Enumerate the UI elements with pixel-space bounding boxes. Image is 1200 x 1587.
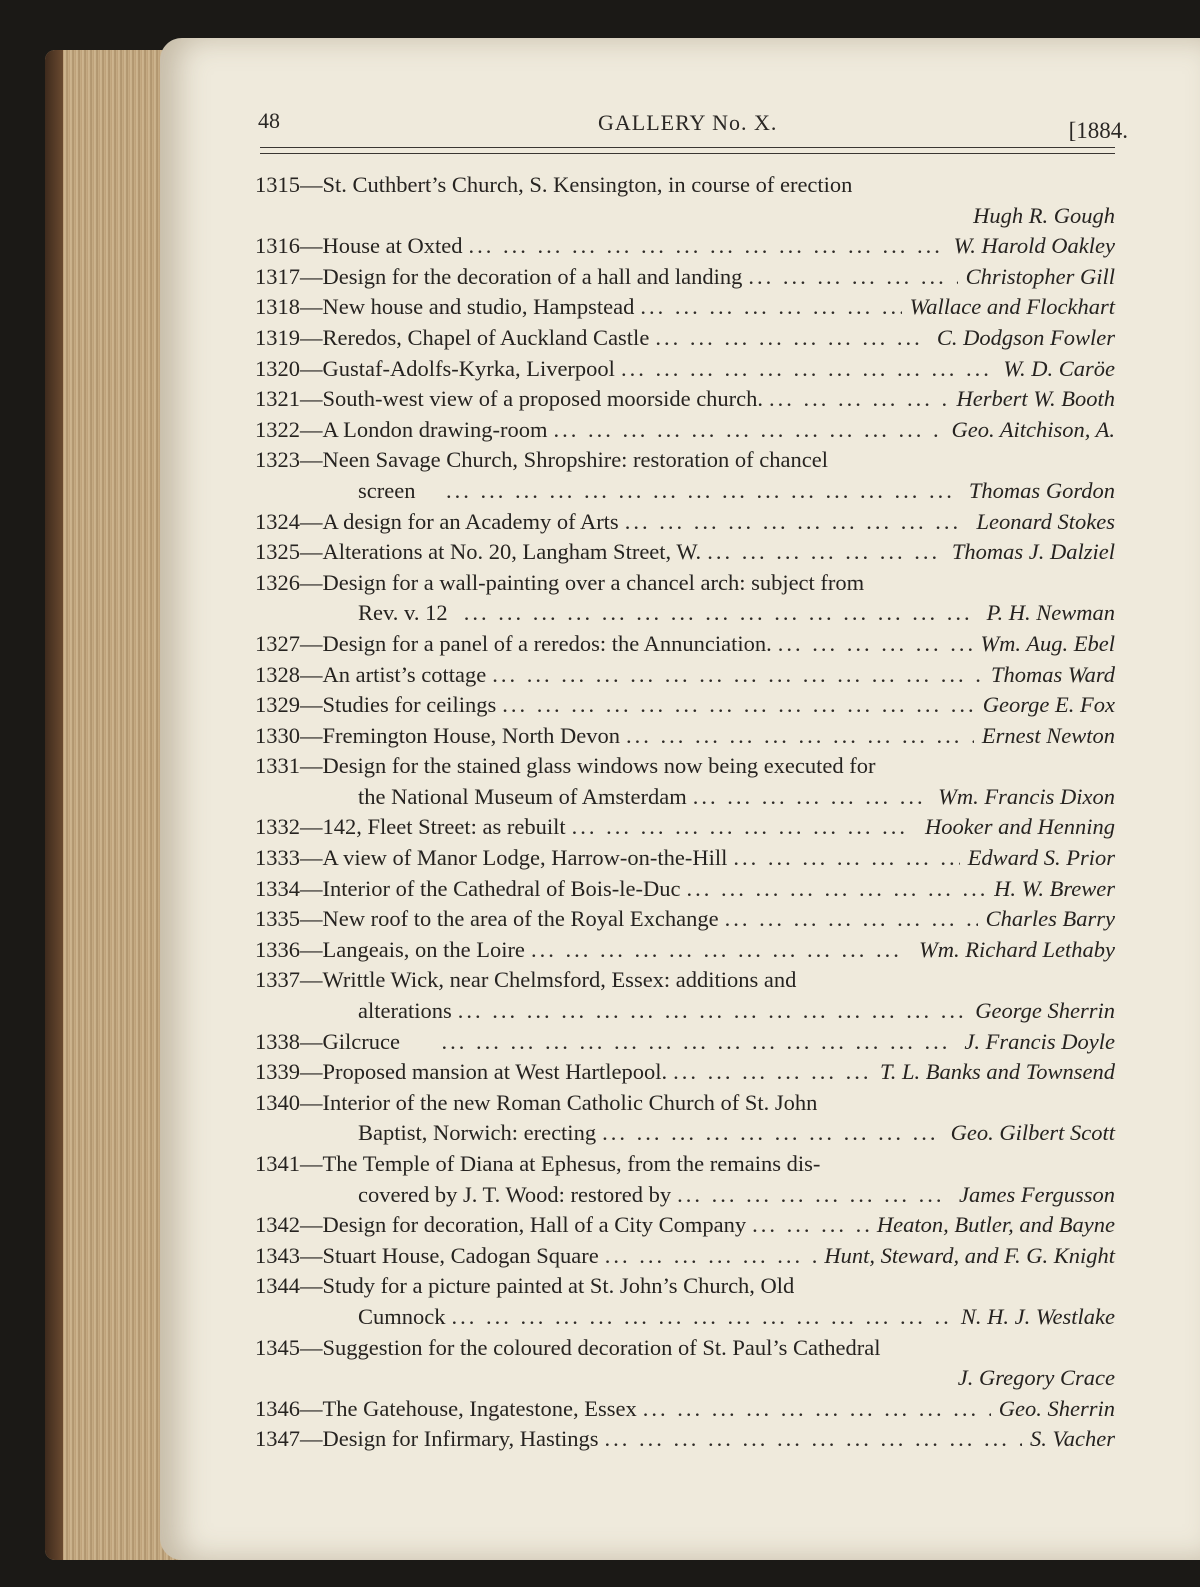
entry-line — [255, 292, 1115, 323]
leader-dots — [462, 231, 945, 262]
gallery-title: GALLERY No. X. — [598, 110, 778, 135]
catalogue-entry — [255, 1149, 1115, 1210]
entry-artist: Thomas Ward — [991, 661, 1115, 687]
catalogue-entry — [255, 751, 1115, 812]
leader-dots — [448, 598, 979, 629]
page-number: 48 — [258, 108, 280, 133]
entry-title: 1315—St. Cuthbert’s Church, S. Kensington, in course of erection — [255, 172, 853, 197]
leader-dots — [598, 1424, 1022, 1455]
leader-dots — [701, 537, 944, 568]
entry-artist: N. H. J. Westlake — [960, 1303, 1115, 1329]
entry-line — [255, 965, 1115, 996]
entry-artist: J. Gregory Crace — [957, 1365, 1115, 1391]
catalogue-entry — [255, 721, 1115, 752]
entry-line — [255, 690, 1115, 721]
entry-title: 1340—Interior of the new Roman Catholic Church of St. John — [255, 1089, 818, 1115]
entry-artist: Geo. Aitchison, A. — [951, 416, 1115, 442]
catalogue-entry — [255, 935, 1115, 966]
entry-artist: Edward S. Prior — [967, 845, 1115, 871]
entry-title-continued: covered by J. T. Wood: restored by — [358, 1181, 672, 1207]
catalogue-entry — [255, 629, 1115, 660]
leader-dots — [486, 660, 983, 691]
leader-dots — [566, 812, 917, 843]
entry-title: 1327—Design for a panel of a reredos: the Annunciation. — [255, 630, 772, 656]
entry-line — [255, 1271, 1115, 1302]
catalogue-entry — [255, 170, 1115, 231]
entry-line — [255, 384, 1115, 415]
header-rule — [260, 147, 1115, 148]
leader-dots — [746, 1210, 869, 1241]
entry-line — [255, 1057, 1115, 1088]
leader-dots — [727, 843, 959, 874]
catalogue-entry — [255, 1241, 1115, 1272]
entry-title: 1344—Study for a picture painted at St. John’s Church, Old — [255, 1273, 795, 1299]
entry-artist: George E. Fox — [982, 692, 1115, 718]
entry-artist: Thomas J. Dalziel — [951, 539, 1115, 565]
entry-artist: Christopher Gill — [965, 263, 1115, 289]
entry-title: 1324—A design for an Academy of Arts — [255, 508, 619, 534]
entry-artist: Ernest Newton — [981, 722, 1115, 748]
entry-title: 1328—An artist’s cottage — [255, 661, 487, 687]
catalogue-entry — [255, 568, 1115, 629]
entry-title: 1325—Alterations at No. 20, Langham Street, W. — [255, 539, 702, 565]
catalogue-entry — [255, 445, 1115, 506]
catalogue-entry — [255, 812, 1115, 843]
entry-title-continued: Cumnock — [358, 1303, 446, 1329]
entry-title-continued: alterations — [358, 998, 452, 1024]
catalogue-entry — [255, 323, 1115, 354]
catalogue-entry — [255, 354, 1115, 385]
catalogue-entry — [255, 415, 1115, 446]
entry-line — [255, 721, 1115, 752]
entry-artist: Leonard Stokes — [976, 508, 1115, 534]
leader-dots — [415, 476, 960, 507]
entry-line — [255, 568, 1115, 599]
entry-artist: P. H. Newman — [986, 600, 1115, 626]
catalogue-entry — [255, 690, 1115, 721]
entry-line — [255, 629, 1115, 660]
catalogue-entry — [255, 1271, 1115, 1332]
entry-title: 1323—Neen Savage Church, Shropshire: restoration of chancel — [255, 447, 828, 473]
leader-dots — [687, 782, 930, 813]
leader-dots — [772, 629, 973, 660]
entry-artist: Hugh R. Gough — [973, 202, 1115, 228]
catalogue-entry — [255, 1210, 1115, 1241]
entry-artist: George Sherrin — [975, 998, 1115, 1024]
entry-title: 1335—New roof to the area of the Royal Exchange — [255, 906, 719, 932]
catalogue-entry-list — [255, 170, 1115, 1455]
entry-line — [255, 996, 1115, 1027]
leader-dots — [671, 1180, 951, 1211]
catalogue-entry — [255, 1027, 1115, 1058]
entry-artist: Hunt, Steward, and F. G. Knight — [824, 1242, 1115, 1268]
leader-dots — [525, 935, 911, 966]
entry-title: 1329—Studies for ceilings — [255, 692, 497, 718]
catalogue-entry — [255, 965, 1115, 1026]
entry-title: 1346—The Gatehouse, Ingatestone, Essex — [255, 1395, 637, 1421]
leader-dots — [637, 1394, 991, 1425]
entry-line — [255, 874, 1115, 905]
entry-artist: Heaton, Butler, and Bayne — [876, 1212, 1115, 1238]
entry-line — [255, 1088, 1115, 1119]
leader-dots — [496, 690, 975, 721]
leader-dots — [649, 323, 929, 354]
entry-title-continued: Baptist, Norwich: erecting — [358, 1120, 597, 1146]
entry-artist: H. W. Brewer — [994, 875, 1115, 901]
entry-title: 1316—House at Oxted — [255, 233, 463, 259]
catalogue-entry — [255, 1057, 1115, 1088]
catalogue-entry — [255, 384, 1115, 415]
entry-title: 1317—Design for the decoration of a hall and landing — [255, 263, 743, 289]
entry-title: 1331—Design for the stained glass windows now being executed for — [255, 753, 876, 779]
entry-artist: James Fergusson — [958, 1181, 1115, 1207]
entry-line — [255, 904, 1115, 935]
entry-artist: Geo. Sherrin — [998, 1395, 1115, 1421]
leader-dots — [719, 904, 978, 935]
leader-dots — [599, 1241, 817, 1272]
entry-title: 1318—New house and studio, Hampstead — [255, 294, 635, 320]
entry-line — [255, 751, 1115, 782]
entry-artist: W. Harold Oakley — [953, 233, 1115, 259]
entry-line — [255, 231, 1115, 262]
entry-title: 1326—Design for a wall-painting over a chancel arch: subject from — [255, 569, 865, 595]
entry-artist: Herbert W. Booth — [956, 386, 1115, 412]
catalogue-entry — [255, 660, 1115, 691]
leader-dots — [400, 1027, 956, 1058]
leader-dots — [596, 1118, 943, 1149]
entry-line — [255, 415, 1115, 446]
entry-line — [255, 843, 1115, 874]
entry-line — [255, 537, 1115, 568]
entry-title: 1341—The Temple of Diana at Ephesus, from the remains dis- — [255, 1151, 821, 1176]
entry-title: 1334—Interior of the Cathedral of Bois-le-Duc — [255, 875, 681, 901]
entry-line — [255, 1241, 1115, 1272]
header-rule-thin — [260, 153, 1115, 154]
catalogue-entry — [255, 874, 1115, 905]
entry-title: 1320—Gustaf-Adolfs-Kyrka, Liverpool — [255, 355, 615, 381]
entry-line — [255, 660, 1115, 691]
entry-artist: W. D. Caröe — [1003, 355, 1115, 381]
entry-line — [255, 782, 1115, 813]
entry-artist: Wallace and Flockhart — [909, 294, 1115, 320]
entry-title-continued: Rev. v. 12 — [358, 600, 448, 626]
catalogue-entry — [255, 231, 1115, 262]
book-spine-edge — [45, 50, 63, 1560]
entry-artist: Thomas Gordon — [968, 477, 1115, 503]
catalogue-entry — [255, 262, 1115, 293]
entry-line — [255, 201, 1115, 232]
entry-title: 1347—Design for Infirmary, Hastings — [255, 1426, 599, 1452]
entry-title: 1345—Suggestion for the coloured decoration of St. Paul’s Cathedral — [255, 1334, 881, 1360]
entry-title: 1332—142, Fleet Street: as rebuilt — [255, 814, 566, 840]
leader-dots — [763, 384, 948, 415]
entry-line — [255, 1027, 1115, 1058]
catalogue-year: [1884. — [1068, 118, 1128, 143]
entry-title-continued: the National Museum of Amsterdam — [358, 783, 687, 809]
catalogue-entry — [255, 537, 1115, 568]
leader-dots — [742, 262, 957, 293]
catalogue-entry — [255, 904, 1115, 935]
leader-dots — [446, 1302, 953, 1333]
entry-line — [255, 476, 1115, 507]
entry-artist: C. Dodgson Fowler — [936, 324, 1115, 350]
entry-line — [255, 1394, 1115, 1425]
entry-line — [255, 354, 1115, 385]
entry-line — [255, 1363, 1115, 1394]
entry-line — [255, 1149, 1115, 1180]
entry-title: 1333—A view of Manor Lodge, Harrow-on-the-Hill — [255, 845, 728, 871]
entry-artist: Wm. Richard Lethaby — [918, 936, 1115, 962]
leader-dots — [547, 415, 943, 446]
catalogue-entry — [255, 1394, 1115, 1425]
entry-line — [255, 598, 1115, 629]
entry-line — [255, 507, 1115, 538]
entry-title: 1337—Writtle Wick, near Chelmsford, Essex: additions and — [255, 967, 797, 993]
entry-title: 1338—Gilcruce — [255, 1028, 400, 1054]
catalogue-entry — [255, 1333, 1115, 1394]
entry-title: 1343—Stuart House, Cadogan Square — [255, 1242, 599, 1268]
leader-dots — [681, 874, 987, 905]
entry-artist: Wm. Aug. Ebel — [980, 630, 1115, 656]
entry-title: 1342—Design for decoration, Hall of a City Company — [255, 1212, 747, 1238]
entry-line — [255, 1424, 1115, 1455]
entry-line — [255, 262, 1115, 293]
entry-title-continued: screen — [358, 477, 416, 503]
catalogue-entry — [255, 507, 1115, 538]
leader-dots — [619, 507, 969, 538]
page-header — [258, 108, 1128, 148]
catalogue-entry — [255, 1424, 1115, 1455]
entry-line — [255, 1333, 1115, 1364]
entry-line — [255, 812, 1115, 843]
catalogue-entry — [255, 1088, 1115, 1149]
entry-line — [255, 323, 1115, 354]
entry-line — [255, 1180, 1115, 1211]
entry-title: 1336—Langeais, on the Loire — [255, 936, 525, 962]
entry-artist: Geo. Gilbert Scott — [950, 1120, 1115, 1146]
entry-artist: Hooker and Henning — [925, 814, 1115, 840]
entry-artist: Charles Barry — [985, 906, 1115, 932]
leader-dots — [634, 292, 901, 323]
leader-dots — [620, 721, 974, 752]
leader-dots — [452, 996, 968, 1027]
entry-line — [255, 1118, 1115, 1149]
entry-line — [255, 170, 1115, 201]
leader-dots — [667, 1057, 872, 1088]
catalogue-entry — [255, 843, 1115, 874]
entry-title: 1330—Fremington House, North Devon — [255, 722, 620, 748]
entry-artist: T. L. Banks and Townsend — [879, 1059, 1115, 1085]
entry-artist: S. Vacher — [1030, 1426, 1115, 1452]
entry-title: 1322—A London drawing-room — [255, 416, 548, 442]
entry-title: 1319—Reredos, Chapel of Auckland Castle — [255, 324, 650, 350]
entry-artist: Wm. Francis Dixon — [938, 783, 1115, 809]
entry-artist: J. Francis Doyle — [964, 1028, 1115, 1054]
leader-dots — [615, 354, 995, 385]
entry-line — [255, 935, 1115, 966]
entry-line — [255, 445, 1115, 476]
entry-title: 1339—Proposed mansion at West Hartlepool. — [255, 1059, 668, 1085]
entry-line — [255, 1210, 1115, 1241]
entry-title: 1321—South-west view of a proposed moorside church. — [255, 386, 764, 412]
catalogue-entry — [255, 292, 1115, 323]
entry-line — [255, 1302, 1115, 1333]
